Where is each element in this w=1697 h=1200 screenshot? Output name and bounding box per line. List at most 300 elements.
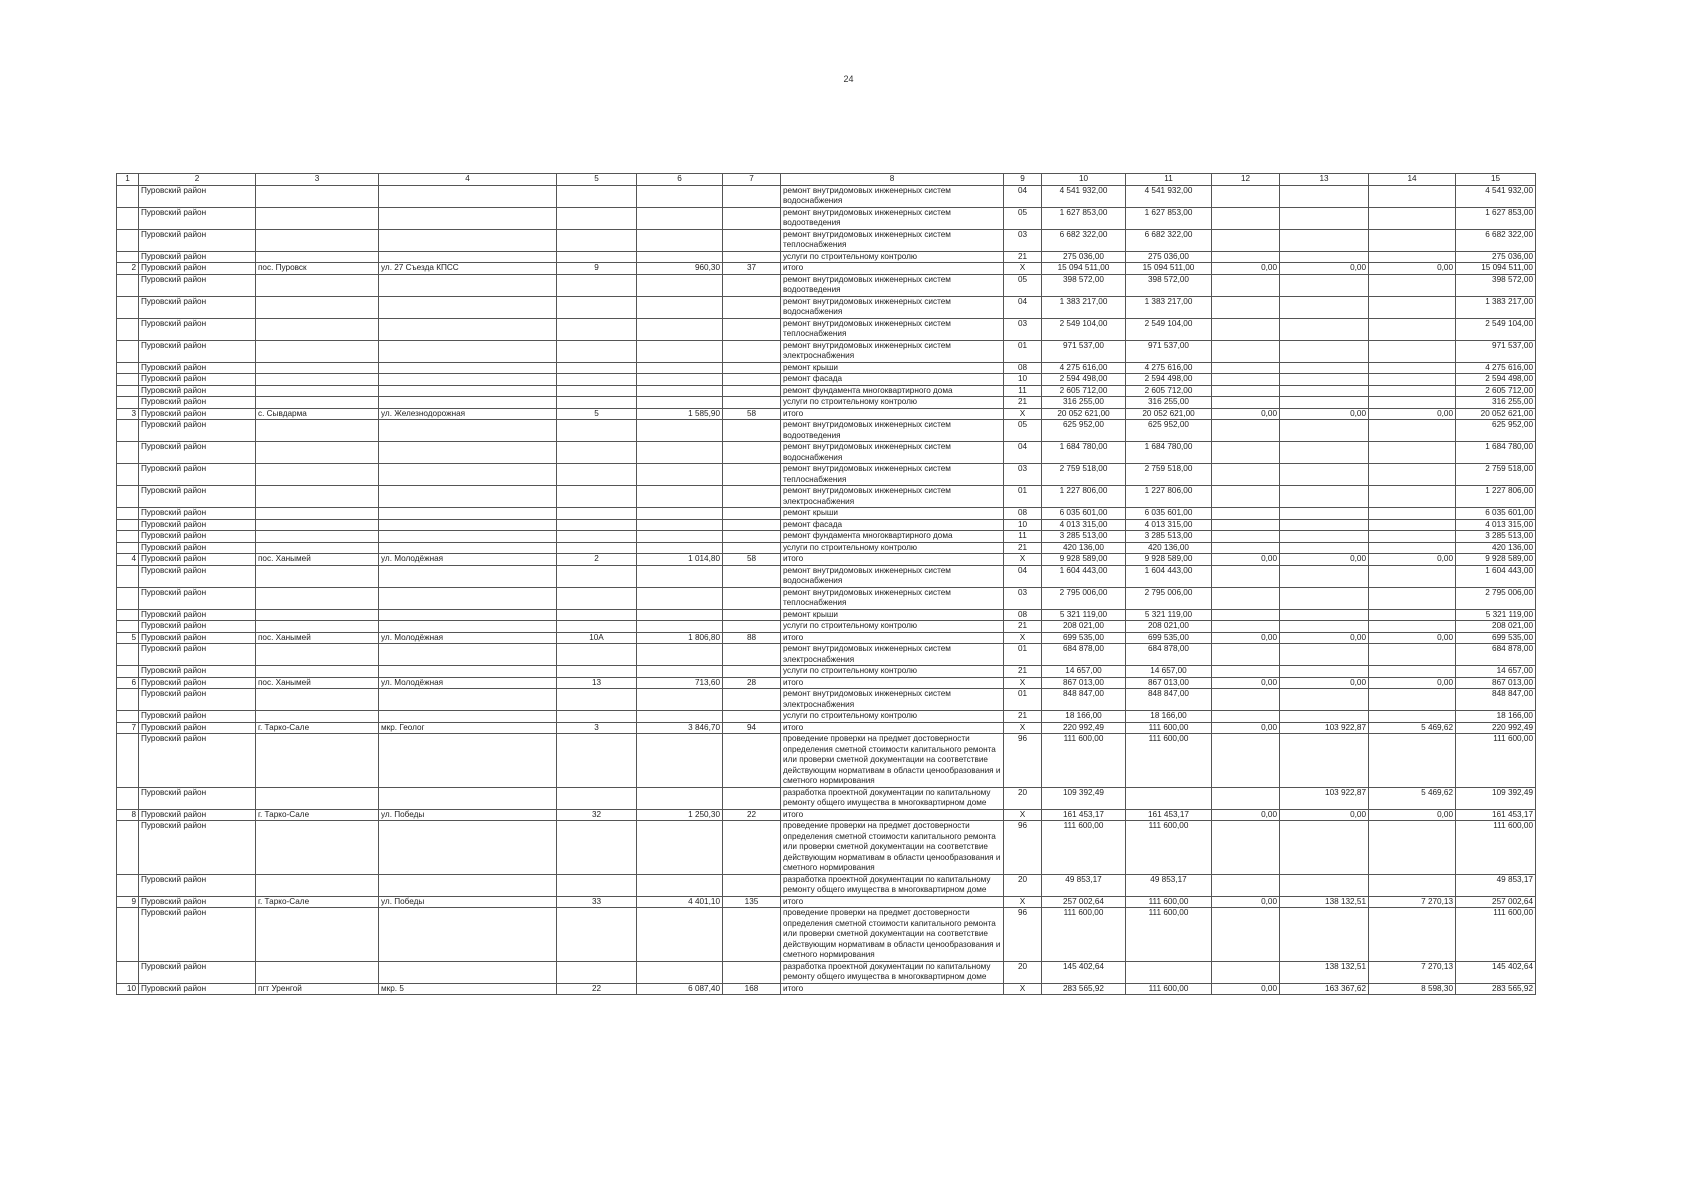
table-cell xyxy=(557,787,637,809)
table-cell: 699 535,00 xyxy=(1126,632,1212,644)
table-cell xyxy=(1212,711,1280,723)
table-cell xyxy=(557,385,637,397)
table-cell xyxy=(637,207,723,229)
table-cell: 01 xyxy=(1004,340,1042,362)
table-cell: 7 xyxy=(117,722,139,734)
table-cell xyxy=(1280,609,1369,621)
table-cell: Пуровский район xyxy=(139,677,256,689)
table-cell: ремонт внутридомовых инженерных систем водоснабжения xyxy=(781,296,1004,318)
table-row xyxy=(117,609,1536,621)
table-cell xyxy=(379,486,557,508)
table-cell xyxy=(1369,464,1456,486)
table-cell: 20 xyxy=(1004,787,1042,809)
table-cell: 03 xyxy=(1004,587,1042,609)
table-cell: 7 270,13 xyxy=(1369,896,1456,908)
table-row xyxy=(117,374,1536,386)
table-cell: 848 847,00 xyxy=(1456,689,1536,711)
table-cell: 2 xyxy=(557,554,637,566)
table-cell: Пуровский район xyxy=(139,397,256,409)
table-cell: 960,30 xyxy=(637,263,723,275)
table-cell xyxy=(557,374,637,386)
table-cell: итого xyxy=(781,408,1004,420)
table-cell: 684 878,00 xyxy=(1042,644,1126,666)
header-cell: 13 xyxy=(1280,174,1369,186)
table-cell: 5 321 119,00 xyxy=(1126,609,1212,621)
table-cell xyxy=(637,961,723,983)
table-cell: 848 847,00 xyxy=(1126,689,1212,711)
table-cell: 0,00 xyxy=(1212,554,1280,566)
table-cell: Пуровский район xyxy=(139,961,256,983)
table-cell xyxy=(1212,508,1280,520)
table-cell: 18 166,00 xyxy=(1126,711,1212,723)
table-cell: 04 xyxy=(1004,565,1042,587)
page-number: 24 xyxy=(843,74,854,84)
table-cell xyxy=(1212,185,1280,207)
table-cell xyxy=(723,609,781,621)
table-cell xyxy=(1212,362,1280,374)
table-cell: услуги по строительному контролю xyxy=(781,666,1004,678)
table-cell xyxy=(637,374,723,386)
table-cell xyxy=(256,508,379,520)
table-cell xyxy=(723,711,781,723)
table-row xyxy=(117,508,1536,520)
table-cell xyxy=(379,274,557,296)
table-row xyxy=(117,408,1536,420)
table-cell xyxy=(1280,185,1369,207)
table-row xyxy=(117,666,1536,678)
table-cell: ремонт крыши xyxy=(781,362,1004,374)
table-cell: 03 xyxy=(1004,229,1042,251)
table-cell xyxy=(1369,689,1456,711)
table-cell xyxy=(256,229,379,251)
table-cell xyxy=(1212,734,1280,788)
table-cell: 9 928 589,00 xyxy=(1456,554,1536,566)
table-cell xyxy=(557,442,637,464)
table-cell: ремонт внутридомовых инженерных систем водоотведения xyxy=(781,420,1004,442)
table-cell xyxy=(723,821,781,875)
table-cell: Пуровский район xyxy=(139,565,256,587)
table-cell xyxy=(379,587,557,609)
table-cell: 01 xyxy=(1004,644,1042,666)
table-cell xyxy=(117,542,139,554)
table-cell xyxy=(1369,251,1456,263)
table-cell: 2 795 006,00 xyxy=(1456,587,1536,609)
table-cell: ремонт крыши xyxy=(781,508,1004,520)
table-cell: итого xyxy=(781,722,1004,734)
table-row xyxy=(117,961,1536,983)
table-cell: Пуровский район xyxy=(139,531,256,543)
table-cell: 20 052 621,00 xyxy=(1126,408,1212,420)
table-cell: 161 453,17 xyxy=(1456,809,1536,821)
table-cell: 21 xyxy=(1004,251,1042,263)
table-cell xyxy=(379,644,557,666)
table-cell: 3 xyxy=(117,408,139,420)
table-cell: 699 535,00 xyxy=(1042,632,1126,644)
table-cell xyxy=(557,296,637,318)
table-cell: 103 922,87 xyxy=(1280,722,1369,734)
table-cell: итого xyxy=(781,809,1004,821)
table-cell: Пуровский район xyxy=(139,621,256,633)
table-row xyxy=(117,821,1536,875)
table-cell: 9 xyxy=(117,896,139,908)
table-cell xyxy=(557,542,637,554)
table-cell xyxy=(1212,229,1280,251)
table-row xyxy=(117,542,1536,554)
table-cell xyxy=(557,362,637,374)
table-cell: 145 402,64 xyxy=(1456,961,1536,983)
table-cell xyxy=(1212,666,1280,678)
table-cell: 28 xyxy=(723,677,781,689)
table-cell: Пуровский район xyxy=(139,408,256,420)
table-row xyxy=(117,263,1536,275)
header-cell: 2 xyxy=(139,174,256,186)
table-cell: 2 759 518,00 xyxy=(1042,464,1126,486)
table-cell: X xyxy=(1004,632,1042,644)
table-cell xyxy=(1212,420,1280,442)
table-cell xyxy=(1369,621,1456,633)
table-cell xyxy=(1212,385,1280,397)
table-cell: 1 684 780,00 xyxy=(1456,442,1536,464)
table-cell xyxy=(557,711,637,723)
table-cell xyxy=(379,362,557,374)
table-cell: 1 250,30 xyxy=(637,809,723,821)
table-cell xyxy=(1369,274,1456,296)
table-cell: ремонт внутридомовых инженерных систем электроснабжения xyxy=(781,486,1004,508)
table-cell: 283 565,92 xyxy=(1456,983,1536,995)
table-row xyxy=(117,896,1536,908)
table-cell xyxy=(379,689,557,711)
table-cell: Пуровский район xyxy=(139,385,256,397)
table-cell xyxy=(1280,621,1369,633)
table-cell: 111 600,00 xyxy=(1042,734,1126,788)
table-cell: 6 035 601,00 xyxy=(1456,508,1536,520)
table-cell: 625 952,00 xyxy=(1456,420,1536,442)
table-cell: 2 759 518,00 xyxy=(1126,464,1212,486)
table-cell: 163 367,62 xyxy=(1280,983,1369,995)
table-cell xyxy=(1212,397,1280,409)
table-row xyxy=(117,983,1536,995)
table-cell: 420 136,00 xyxy=(1126,542,1212,554)
table-cell xyxy=(379,340,557,362)
table-cell: 111 600,00 xyxy=(1042,908,1126,962)
table-cell xyxy=(637,274,723,296)
table-cell: 6 087,40 xyxy=(637,983,723,995)
table-cell: 1 227 806,00 xyxy=(1456,486,1536,508)
table-cell xyxy=(1212,961,1280,983)
table-cell: 684 878,00 xyxy=(1456,644,1536,666)
table-cell: ул. Победы xyxy=(379,896,557,908)
table-cell: 1 227 806,00 xyxy=(1042,486,1126,508)
table-cell: 625 952,00 xyxy=(1042,420,1126,442)
table-cell xyxy=(1212,874,1280,896)
table-cell: X xyxy=(1004,896,1042,908)
table-cell xyxy=(1280,464,1369,486)
table-cell: 05 xyxy=(1004,274,1042,296)
table-cell: 4 xyxy=(117,554,139,566)
table-cell: Пуровский район xyxy=(139,420,256,442)
table-cell xyxy=(256,486,379,508)
table-cell: Пуровский район xyxy=(139,362,256,374)
table-cell xyxy=(1280,711,1369,723)
table-cell xyxy=(1369,644,1456,666)
table-row xyxy=(117,787,1536,809)
table-cell xyxy=(1212,318,1280,340)
table-cell: 18 166,00 xyxy=(1456,711,1536,723)
header-cell: 14 xyxy=(1369,174,1456,186)
table-cell: 1 014,80 xyxy=(637,554,723,566)
table-cell xyxy=(117,821,139,875)
table-cell xyxy=(379,621,557,633)
table-cell: Пуровский район xyxy=(139,318,256,340)
table-cell: итого xyxy=(781,554,1004,566)
table-cell xyxy=(117,340,139,362)
table-cell: Пуровский район xyxy=(139,809,256,821)
table-cell xyxy=(1212,207,1280,229)
table-cell: 420 136,00 xyxy=(1042,542,1126,554)
table-cell xyxy=(557,464,637,486)
table-cell xyxy=(637,531,723,543)
table-cell xyxy=(117,362,139,374)
table-cell xyxy=(1369,397,1456,409)
table-cell xyxy=(1369,734,1456,788)
table-cell: Пуровский район xyxy=(139,821,256,875)
table-cell xyxy=(557,229,637,251)
table-cell: 208 021,00 xyxy=(1042,621,1126,633)
table-cell: 01 xyxy=(1004,486,1042,508)
table-cell: ремонт внутридомовых инженерных систем водоотведения xyxy=(781,274,1004,296)
table-cell xyxy=(117,711,139,723)
table-row xyxy=(117,385,1536,397)
table-cell: ремонт внутридомовых инженерных систем водоснабжения xyxy=(781,185,1004,207)
table-cell: 208 021,00 xyxy=(1456,621,1536,633)
table-cell xyxy=(256,340,379,362)
table-cell: ремонт внутридомовых инженерных систем теплоснабжения xyxy=(781,587,1004,609)
table-cell: ремонт внутридомовых инженерных систем электроснабжения xyxy=(781,689,1004,711)
table-cell: 1 684 780,00 xyxy=(1126,442,1212,464)
table-cell xyxy=(379,207,557,229)
table-cell xyxy=(637,519,723,531)
table-cell xyxy=(256,362,379,374)
table-cell xyxy=(637,565,723,587)
table-cell: X xyxy=(1004,722,1042,734)
table-cell xyxy=(256,442,379,464)
table-cell xyxy=(557,961,637,983)
table-cell: ремонт фундамента многоквартирного дома xyxy=(781,531,1004,543)
table-cell xyxy=(256,420,379,442)
table-cell: 22 xyxy=(723,809,781,821)
capital-repair-table xyxy=(116,173,1536,995)
table-cell: 2 759 518,00 xyxy=(1456,464,1536,486)
table-cell xyxy=(723,542,781,554)
table-cell: 0,00 xyxy=(1212,263,1280,275)
table-cell xyxy=(723,207,781,229)
table-cell xyxy=(379,508,557,520)
table-cell xyxy=(379,734,557,788)
header-cell: 5 xyxy=(557,174,637,186)
table-cell: разработка проектной документации по капитальному ремонту общего имущества в многоквартирном доме xyxy=(781,874,1004,896)
table-cell xyxy=(1280,340,1369,362)
table-body xyxy=(117,185,1536,995)
table-cell xyxy=(117,397,139,409)
table-cell xyxy=(1212,908,1280,962)
table-cell xyxy=(256,874,379,896)
table-cell xyxy=(1212,274,1280,296)
table-cell: пос. Ханымей xyxy=(256,632,379,644)
table-cell xyxy=(723,340,781,362)
table-cell: услуги по строительному контролю xyxy=(781,621,1004,633)
table-cell: 109 392,49 xyxy=(1042,787,1126,809)
table-cell: ул. 27 Съезда КПСС xyxy=(379,263,557,275)
header-cell: 1 xyxy=(117,174,139,186)
table-cell xyxy=(1369,318,1456,340)
table-cell: ул. Победы xyxy=(379,809,557,821)
table-cell: 4 275 616,00 xyxy=(1456,362,1536,374)
table-cell xyxy=(1369,207,1456,229)
table-row xyxy=(117,677,1536,689)
table-cell xyxy=(557,318,637,340)
table-cell xyxy=(1212,689,1280,711)
table-cell xyxy=(1369,508,1456,520)
table-cell: ремонт внутридомовых инженерных систем теплоснабжения xyxy=(781,464,1004,486)
table-cell: 713,60 xyxy=(637,677,723,689)
table-row xyxy=(117,565,1536,587)
table-cell xyxy=(117,644,139,666)
table-cell xyxy=(637,621,723,633)
table-cell: 111 600,00 xyxy=(1456,734,1536,788)
table-cell xyxy=(723,689,781,711)
table-cell: 138 132,51 xyxy=(1280,896,1369,908)
table-cell xyxy=(723,961,781,983)
table-cell xyxy=(1212,542,1280,554)
table-cell xyxy=(256,385,379,397)
table-cell: 5 xyxy=(117,632,139,644)
table-cell xyxy=(256,908,379,962)
table-cell: 8 598,30 xyxy=(1369,983,1456,995)
table-cell xyxy=(637,420,723,442)
table-cell: разработка проектной документации по капитальному ремонту общего имущества в многоквартирном доме xyxy=(781,961,1004,983)
table-cell: 1 604 443,00 xyxy=(1126,565,1212,587)
table-cell xyxy=(1369,362,1456,374)
table-cell xyxy=(379,961,557,983)
table-cell xyxy=(117,666,139,678)
table-cell: итого xyxy=(781,983,1004,995)
table-cell: 684 878,00 xyxy=(1126,644,1212,666)
table-cell xyxy=(1280,207,1369,229)
table-cell xyxy=(256,821,379,875)
table-cell xyxy=(1280,508,1369,520)
table-cell: 21 xyxy=(1004,621,1042,633)
table-cell xyxy=(1280,385,1369,397)
table-cell: 2 605 712,00 xyxy=(1456,385,1536,397)
table-cell xyxy=(637,442,723,464)
table-cell: 111 600,00 xyxy=(1126,821,1212,875)
table-cell: X xyxy=(1004,554,1042,566)
table-cell xyxy=(117,787,139,809)
table-cell xyxy=(1280,362,1369,374)
table-cell: проведение проверки на предмет достоверности определения сметной стоимости капитального ремонта или проверки сметной документации на соответствие действующим нормативам в области ценообразования и сметного нормирования xyxy=(781,821,1004,875)
table-row xyxy=(117,362,1536,374)
table-cell xyxy=(723,251,781,263)
table-cell xyxy=(1212,821,1280,875)
table-cell xyxy=(256,207,379,229)
table-cell xyxy=(723,621,781,633)
table-cell xyxy=(637,296,723,318)
table-cell xyxy=(1369,296,1456,318)
table-cell: 4 013 315,00 xyxy=(1126,519,1212,531)
table-cell: 0,00 xyxy=(1369,632,1456,644)
table-cell xyxy=(1212,587,1280,609)
table-cell: мкр. 5 xyxy=(379,983,557,995)
table-cell xyxy=(723,362,781,374)
table-cell: итого xyxy=(781,263,1004,275)
table-cell: Пуровский район xyxy=(139,609,256,621)
table-row xyxy=(117,464,1536,486)
table-cell: 20 052 621,00 xyxy=(1042,408,1126,420)
table-cell: итого xyxy=(781,632,1004,644)
table-cell: 4 275 616,00 xyxy=(1126,362,1212,374)
table-cell xyxy=(1212,442,1280,464)
table-cell xyxy=(723,565,781,587)
table-cell: Пуровский район xyxy=(139,207,256,229)
table-cell: 32 xyxy=(557,809,637,821)
table-cell: 1 585,90 xyxy=(637,408,723,420)
table-cell xyxy=(117,609,139,621)
table-cell: Пуровский район xyxy=(139,908,256,962)
table-cell: 111 600,00 xyxy=(1126,983,1212,995)
table-cell: ремонт крыши xyxy=(781,609,1004,621)
table-cell: 2 549 104,00 xyxy=(1456,318,1536,340)
table-cell: 49 853,17 xyxy=(1042,874,1126,896)
table-cell xyxy=(723,519,781,531)
table-cell: 88 xyxy=(723,632,781,644)
table-cell: 05 xyxy=(1004,420,1042,442)
table-cell: 08 xyxy=(1004,609,1042,621)
table-cell xyxy=(117,420,139,442)
table-cell xyxy=(117,734,139,788)
table-cell: Пуровский район xyxy=(139,486,256,508)
table-cell xyxy=(557,609,637,621)
table-cell: 1 684 780,00 xyxy=(1042,442,1126,464)
table-row xyxy=(117,251,1536,263)
table-row xyxy=(117,397,1536,409)
table-row xyxy=(117,531,1536,543)
table-cell xyxy=(379,666,557,678)
table-cell: 4 275 616,00 xyxy=(1042,362,1126,374)
table-cell: 220 992,49 xyxy=(1456,722,1536,734)
table-cell xyxy=(117,508,139,520)
table-cell: 9 928 589,00 xyxy=(1126,554,1212,566)
table-cell xyxy=(637,397,723,409)
table-cell: проведение проверки на предмет достоверности определения сметной стоимости капитального ремонта или проверки сметной документации на соответствие действующим нормативам в области ценообразования и сметного нормирования xyxy=(781,908,1004,962)
table-cell xyxy=(1280,442,1369,464)
table-cell xyxy=(1280,644,1369,666)
table-cell: Пуровский район xyxy=(139,644,256,666)
table-cell: 0,00 xyxy=(1369,809,1456,821)
table-cell: 94 xyxy=(723,722,781,734)
table-cell xyxy=(1369,874,1456,896)
table-cell: 10А xyxy=(557,632,637,644)
table-cell xyxy=(723,374,781,386)
table-cell xyxy=(1369,374,1456,386)
table-cell xyxy=(557,874,637,896)
table-cell xyxy=(1280,666,1369,678)
table-cell xyxy=(557,587,637,609)
table-cell xyxy=(379,542,557,554)
table-cell: 867 013,00 xyxy=(1456,677,1536,689)
table-cell: Пуровский район xyxy=(139,787,256,809)
table-cell: ремонт внутридомовых инженерных систем водоснабжения xyxy=(781,442,1004,464)
table-cell: 13 xyxy=(557,677,637,689)
